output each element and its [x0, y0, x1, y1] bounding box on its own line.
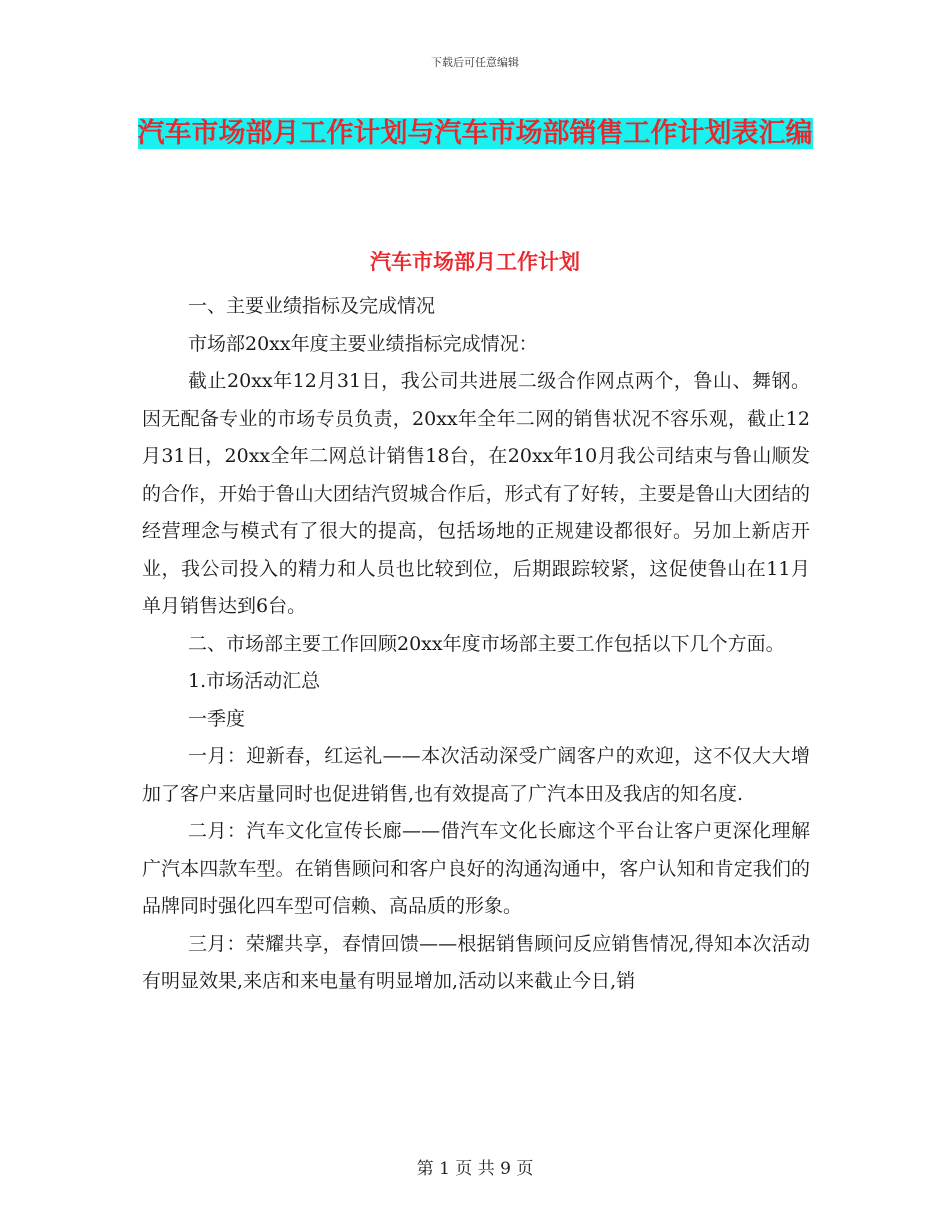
paragraph: 截止20xx年12月31日，我公司共进展二级合作网点两个，鲁山、舞钢。因无配备专业的市场专员负责，20xx年全年二网的销售状况不容乐观，截止12月31日，20xx全年二网总计销售18台，在20xx年10月我公司结束与鲁山顺发的合作，开始于鲁山大团结汽贸城合作后，形式有了好转，主要是鲁山大团结的经营理念与模式有了很大的提高，包括场地的正规建设都很好。另加上新店开业，我公司投入的精力和人员也比较到位，后期跟踪较紧，这促使鲁山在11月单月销售达到6台。	[142, 370, 810, 617]
page-header: 下载后可任意编辑	[431, 56, 519, 69]
section-title: 汽车市场部月工作计划	[370, 249, 580, 274]
paragraph: 二月：汽车文化宣传长廊——借汽车文化长廊这个平台让客户更深化理解广汽本四款车型。在销售顾问和客户良好的沟通沟通中，客户认知和肯定我们的品牌同时强化四车型可信赖、高品质的形象。	[142, 820, 810, 917]
document-title	[120, 110, 830, 158]
paragraph: 一月：迎新春，红运礼——本次活动深受广阔客户的欢迎，这不仅大大增加了客户来店量同时也促进销售,也有效提高了广汽本田及我店的知名度.	[142, 745, 810, 805]
paragraph: 市场部20xx年度主要业绩指标完成情况：	[188, 332, 538, 355]
paragraph: 三月：荣耀共享，春情回馈——根据销售顾问反应销售情况,得知本次活动有明显效果,来店和来电量有明显增加,活动以来截止今日,销	[142, 932, 810, 992]
paragraph: 一季度	[188, 707, 246, 730]
paragraph: 二、市场部主要工作回顾20xx年度市场部主要工作包括以下几个方面。	[188, 632, 785, 655]
paragraph: 一、主要业绩指标及完成情况	[188, 295, 436, 317]
page-footer: 第 1 页 共 9 页	[416, 1159, 534, 1179]
document-body	[142, 288, 810, 1001]
document-title-text: 汽车市场部月工作计划与汽车市场部销售工作计划表汇编	[137, 118, 813, 149]
paragraph: 1.市场活动汇总	[188, 670, 321, 692]
